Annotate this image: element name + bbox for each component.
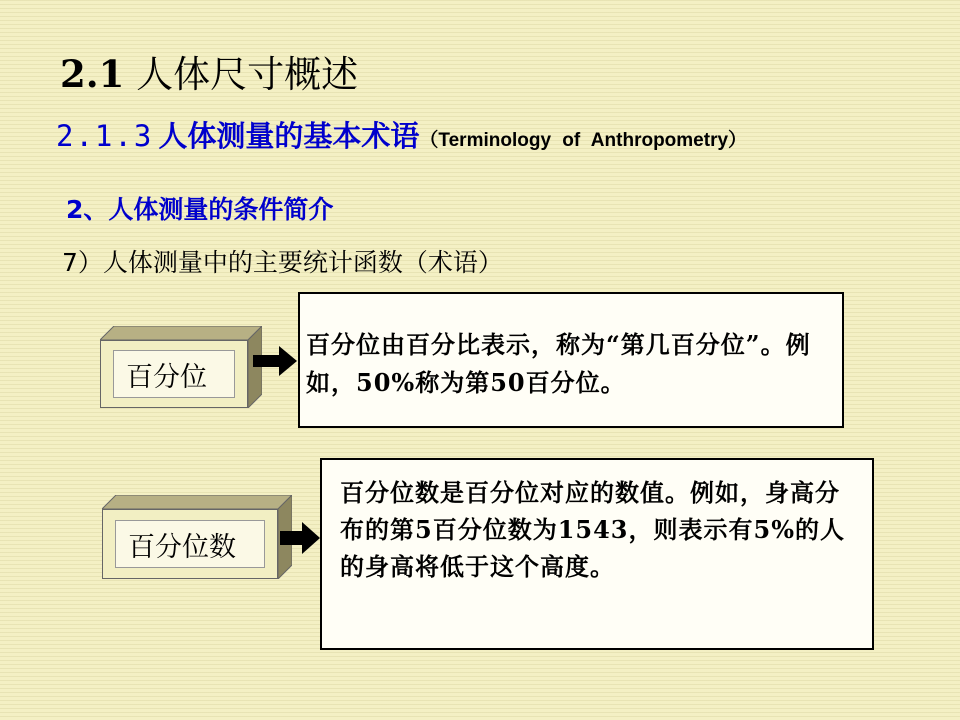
title-text: 人体尺寸概述 [136,53,359,96]
subtitle-text: 人体测量的基本术语 [158,119,420,153]
subtitle-number: 2.1.3 [56,119,154,153]
title-number: 2.1 [60,52,125,96]
subtitle-english: （Terminology of Anthropometry） [419,130,748,151]
term-label: 百分位 [113,350,235,398]
slide-title [60,44,358,98]
term-description-percentile: 百分位由百分比表示，称为“第几百分位”。例如，50%称为第50百分位。 [298,292,844,428]
subtitle [56,114,747,155]
term-label: 百分位数 [115,520,265,568]
box-front [100,340,248,408]
term-box-percentile [100,326,262,408]
box-front [102,509,278,579]
arrow-right-icon [280,522,322,554]
arrow-right-icon [253,346,299,376]
term-description-percentile-value: 百分位数是百分位对应的数值。例如，身高分布的第5百分位数为1543，则表示有5%的人的身高将低于这个高度。 [320,458,874,650]
section-heading: 2、人体测量的条件简介 [66,195,334,224]
item-heading: 7）人体测量中的主要统计函数（术语） [62,248,503,277]
term-box-percentile-value [102,495,292,579]
